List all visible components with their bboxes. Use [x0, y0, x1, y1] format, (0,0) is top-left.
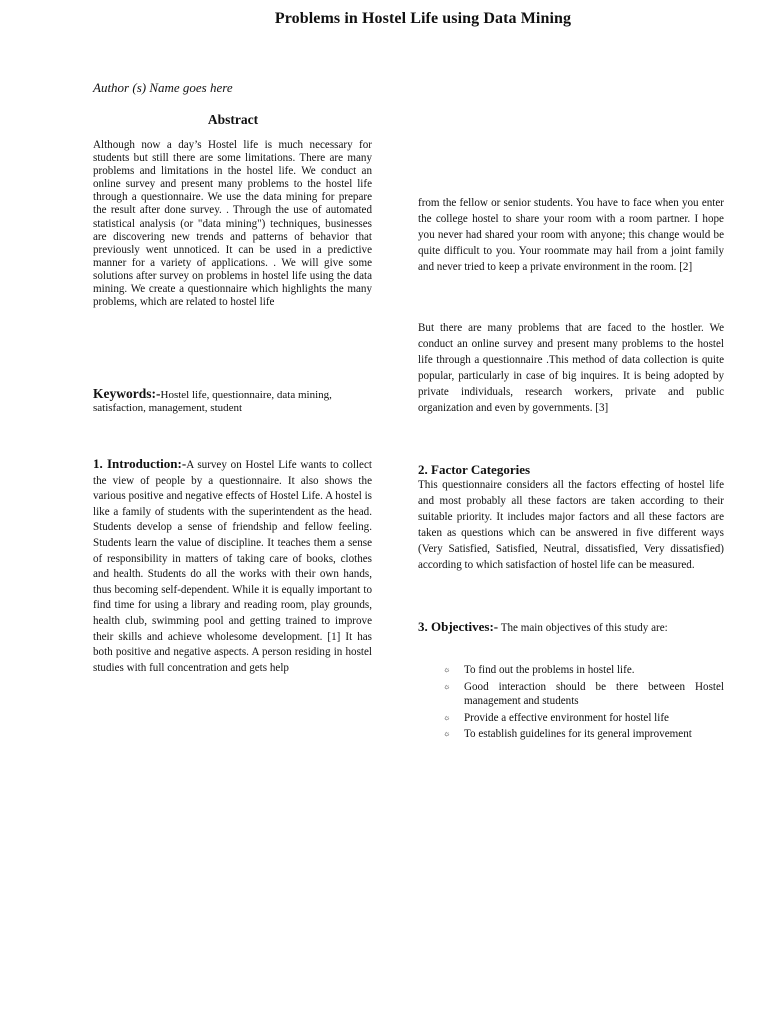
sun-bullet-icon: ☼: [443, 681, 451, 691]
factor-categories-heading: 2. Factor Categories: [418, 462, 531, 477]
right-column-paragraph-1: from the fellow or senior students. You have to face when you enter the college hostel to share your room with a room partner. I hope you never had shared your room with anyone; this change would be quite difficult to you. Your roommate may hail from a joint family and never tried to keep a private environment in the room. [2]: [418, 197, 724, 273]
list-item: [443, 663, 724, 678]
list-item: [443, 727, 724, 742]
objective-text: Provide a effective environment for hostel life: [464, 711, 669, 724]
abstract-text: Although now a day’s Hostel life is much necessary for students but still there are some limitations. There are many problems and limitations in the hostel life. We conduct an online survey and present many problems to the hostel life through a questionnaire. We use the data mining for prepare the result after done survey. . Through the use of automated statistical analysis (or "data mining") techniques, businesses are discovering new trends and patterns of behavior that previously went unnoticed. It can be used in a predictive manner for a variety of applications. . We will give some solutions after survey on problems in hostel life using the data mining. We create a questionnaire which highlights the many problems, which are related to hostel life: [93, 139, 372, 309]
objective-text: Good interaction should be there between Hostel management and students: [464, 680, 724, 707]
objectives-intro-text: The main objectives of this study are:: [498, 622, 668, 634]
objectives-list: [443, 663, 724, 744]
keywords-text: Hostel life, questionnaire, data mining, satisfaction, management, student: [93, 389, 332, 414]
sun-bullet-icon: ☼: [443, 712, 451, 722]
sun-bullet-icon: ☼: [443, 729, 451, 738]
list-item: [443, 680, 724, 709]
page-title: Problems in Hostel Life using Data Mining: [274, 10, 572, 27]
abstract-heading: Abstract: [207, 112, 259, 127]
right-column-paragraph-2: But there are many problems that are faced to the hostler. We conduct an online survey and present many problems to the hostel life through a questionnaire .This method of data collection is quite popular, particularly in case of big inquires. It is being adopted by private individuals, research workers, private and public organization and even by governments. [3]: [418, 322, 724, 414]
introduction-section: [93, 456, 372, 676]
factor-categories-text: This questionnaire considers all the factors effecting of hostel life and most probably all these factors are taken according to their suitable priority. It includes major factors and all these factors are taken as questions which can be answered in five different ways (Very Satisfied, Satisfied, Neutral, dissatisfied, Very dissatisfied) according to which satisfaction of hostel life can be measured.: [418, 479, 724, 571]
objectives-section: [418, 620, 724, 635]
keywords-block: [93, 387, 372, 415]
introduction-heading: 1. Introduction:-: [93, 456, 187, 471]
objective-text: To establish guidelines for its general improvement: [464, 728, 692, 740]
keywords-label: Keywords:-: [93, 386, 161, 401]
list-item: [443, 711, 724, 726]
objectives-heading: 3. Objectives:-: [418, 619, 499, 634]
sun-bullet-icon: ☼: [443, 665, 451, 674]
author-name: Author (s) Name goes here: [93, 80, 233, 95]
introduction-text: A survey on Hostel Life wants to collect the view of people by a questionnaire. It also shows the various positive and negative effects of Hostel Life. A hostel is like a family of students with the superintendent as the head. Students develop a sense of friendship and fellow feeling. Students learn the value of discipline. It teaches them a sense of responsibility in matters of taking care of books, clothes and health. Students do all the works with their own hands, thus becoming self-dependent. While it is equally important to find time for using a library and reading room, play grounds, health club, swimming pool and getting trained to improve their skills and achieve wholesome development. [1] It has both positive and negative aspects. A person residing in hostel studies with full concentration and gets help: [93, 459, 372, 674]
objective-text: To find out the problems in hostel life.: [464, 664, 635, 676]
